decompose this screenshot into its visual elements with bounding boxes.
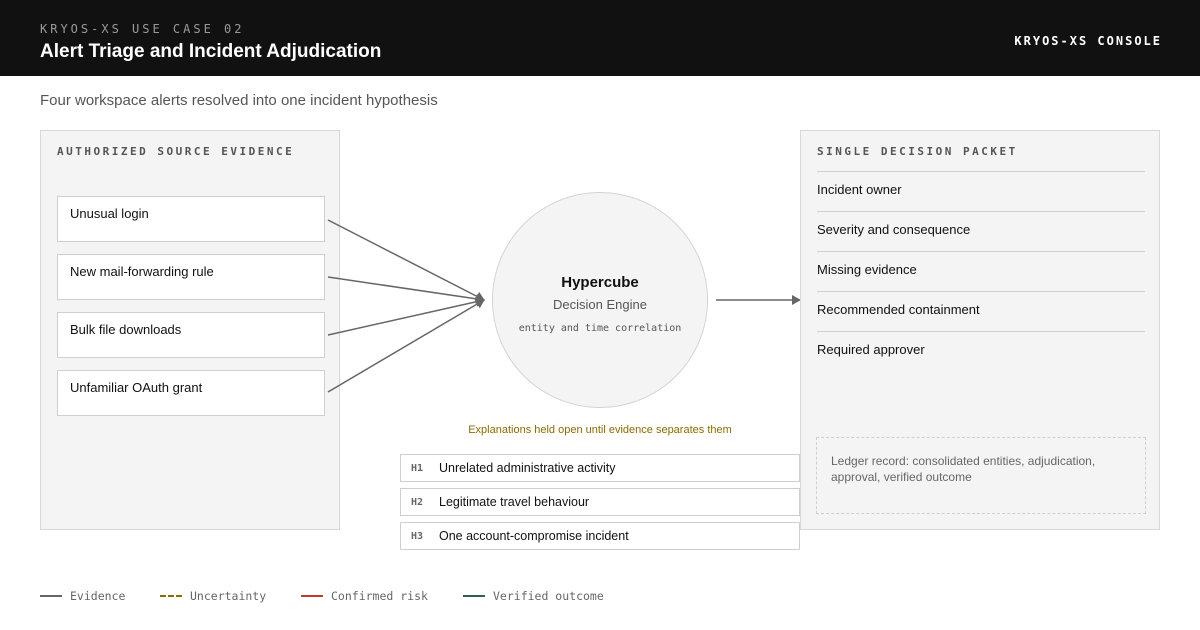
legend-swatch	[463, 595, 485, 597]
engine-subtitle: Decision Engine	[553, 297, 647, 312]
hypothesis-label: Legitimate travel behaviour	[439, 495, 590, 509]
legend-label: Evidence	[70, 589, 126, 603]
packet-item-severity[interactable]: Severity and consequence	[817, 211, 1145, 251]
flow-arrow-alert-3	[328, 300, 484, 335]
decision-packet-panel	[800, 130, 1160, 530]
alert-card-bulk-downloads[interactable]: Bulk file downloads	[57, 312, 325, 358]
source-evidence-title: AUTHORIZED SOURCE EVIDENCE	[57, 145, 295, 158]
hypothesis-row-h3[interactable]	[400, 522, 800, 550]
legend-label: Uncertainty	[190, 589, 267, 603]
page-subtitle: Four workspace alerts resolved into one incident hypothesis	[40, 92, 438, 109]
legend-label: Verified outcome	[493, 589, 604, 603]
engine-note: entity and time correlation	[518, 323, 682, 334]
decision-packet-title: SINGLE DECISION PACKET	[817, 145, 1018, 158]
use-case-eyebrow: KRYOS-XS USE CASE 02	[40, 22, 245, 36]
hypothesis-row-h2[interactable]	[400, 488, 800, 516]
console-label: KRYOS-XS CONSOLE	[1014, 34, 1162, 48]
decision-engine-node	[492, 192, 708, 408]
hypothesis-row-h1[interactable]	[400, 454, 800, 482]
legend-swatch	[40, 595, 62, 597]
hypothesis-label: One account-compromise incident	[439, 529, 629, 543]
hypothesis-code: H1	[411, 463, 424, 474]
legend-item-confirmed-risk	[301, 589, 441, 603]
page-title: Alert Triage and Incident Adjudication	[40, 41, 382, 62]
legend-label: Confirmed risk	[331, 589, 428, 603]
packet-item-approver[interactable]: Required approver	[817, 331, 1145, 371]
packet-item-missing-evidence[interactable]: Missing evidence	[817, 251, 1145, 291]
legend-swatch	[301, 595, 323, 597]
hypothesis-code: H3	[411, 531, 424, 542]
legend-swatch	[160, 595, 182, 597]
legend-item-uncertainty	[160, 589, 280, 603]
alert-card-unusual-login[interactable]: Unusual login	[57, 196, 325, 242]
legend-item-verified-outcome	[463, 589, 613, 603]
packet-item-containment[interactable]: Recommended containment	[817, 291, 1145, 331]
flow-arrow-alert-4	[328, 300, 484, 392]
hypotheses-caption: Explanations held open until evidence separates them	[468, 424, 732, 436]
ledger-record-box: Ledger record: consolidated entities, adjudication, approval, verified outcome	[816, 437, 1146, 514]
alert-card-oauth-grant[interactable]: Unfamiliar OAuth grant	[57, 370, 325, 416]
packet-item-incident-owner[interactable]: Incident owner	[817, 171, 1145, 211]
legend-item-evidence	[40, 589, 140, 603]
engine-name: Hypercube	[561, 274, 639, 291]
alert-card-mail-forwarding[interactable]: New mail-forwarding rule	[57, 254, 325, 300]
hypothesis-code: H2	[411, 497, 424, 508]
hypothesis-label: Unrelated administrative activity	[439, 461, 616, 475]
